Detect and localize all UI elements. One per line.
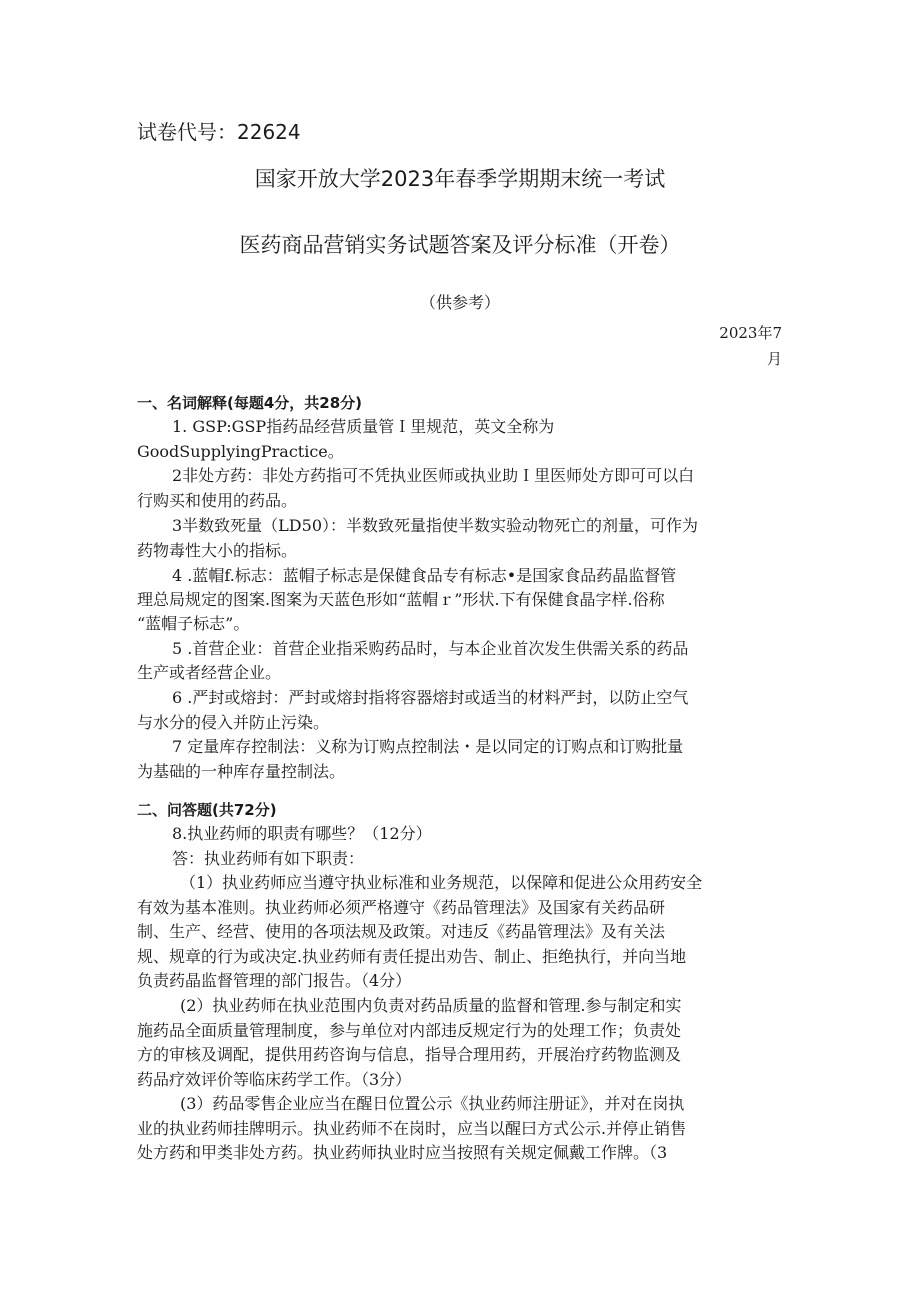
date-line-1: 2023年7: [719, 324, 782, 342]
paper-code: 试卷代号：22624: [137, 120, 301, 144]
s1-line: 为基础的一种库存量控制法。: [137, 762, 346, 781]
s1-line: 生产或者经营企业。: [137, 663, 282, 682]
s1-line: GoodSupplyingPractice。: [137, 442, 344, 461]
s2-line: 处方药和甲类非处方药。执业药师执业时应当按照有关规定佩戴工作牌。（3: [137, 1143, 668, 1162]
section-1-heading: 一、名词解释(每题4分，共28分): [137, 394, 363, 412]
answer-title: 医药商品营销实务试题答案及评分标准（开卷）: [239, 233, 681, 257]
s1-line: 2非处方药：非处方药指可不凭执业医师或执业助Ｉ里医师处方即可可以白: [172, 466, 695, 485]
s1-line: 行购买和使用的药品。: [137, 491, 298, 510]
s1-line: 6 .严封或熔封：严封或熔封指将容器熔封或适当的材料严封，以防止空气: [172, 688, 689, 707]
s1-line: 药物毒性大小的指标。: [137, 541, 298, 560]
s2-line: （1）执业药师应当遵守执业标准和业务规范，以保障和促进公众用药安全: [180, 873, 703, 892]
exam-title: 国家开放大学2023年春季学期期末统一考试: [254, 167, 666, 191]
s2-line: 药品疗效评价等临床药学工作。（3分）: [137, 1070, 412, 1089]
s2-line: 业的执业药师挂牌明示。执业药师不在岗时，应当以醒曰方式公示.并停止销售: [137, 1119, 687, 1138]
s1-line: 3半数致死量（LD50）：半数致死量指使半数实验动物死亡的剂量，可作为: [172, 516, 698, 535]
s2-line: 规、规章的行为或决定.执业药师有责任提出劝告、制止、拒绝执行，并向当地: [137, 947, 687, 966]
date: [692, 320, 782, 372]
s2-line: (2）执业药师在执业范围内负责对药品质量的监督和管理.参与制定和实: [180, 996, 682, 1015]
s1-line: 1. GSP:GSP指药品经营质量管Ｉ里规范，英文全称为: [172, 417, 555, 436]
s2-line: 负责药晶监督管理的部门报告。（4分）: [137, 971, 412, 990]
s2-line: 答：执业药师有如下职责：: [172, 849, 365, 868]
s1-line: 与水分的侵入并防止污染。: [137, 713, 330, 732]
s2-line: 有效为基本准则。执业药师必须严格遵守《药品管理法》及国家有关药品研: [137, 898, 666, 917]
s2-line: 制、生产、经营、使用的各项法规及政策。对违反《药晶管理法》及有关法: [137, 922, 666, 941]
s1-line: “蓝帽子标志”。: [137, 614, 250, 633]
s1-line: 7 定量库存控制法：义称为订购点控制法・是以同定的订购点和订购批量: [172, 737, 684, 756]
s1-line: 理总局规定的图案.图案为天蓝色形如“蓝帽ｒ”形状.下有保健食晶字样.俗称: [137, 590, 665, 609]
s2-line: 8.执业药师的职责有哪些？（12分）: [172, 824, 432, 843]
s2-line: 施药品全面质量管理制度，参与单位对内部违反规定行为的处理工作；负责处: [137, 1021, 682, 1040]
s2-line: 方的审核及调配，提供用药咨询与信息，指导合理用药，开展治疗药物监测及: [137, 1045, 682, 1064]
reference-note: （供参考）: [419, 293, 500, 312]
section-2-heading: 二、问答题(共72分): [137, 801, 277, 819]
date-line-2: 月: [766, 350, 782, 368]
s1-line: 5 .首营企业：首营企业指采购药品时，与本企业首次发生供需关系的药品: [172, 639, 689, 658]
s2-line: (3）药品零售企业应当在醒日位置公示《执业药师注册证》，并对在岗执: [180, 1094, 685, 1113]
s1-line: 4 .蓝帽f.标志：蓝帽子标志是保健食品专有标志•是国家食品药晶监督管: [172, 566, 677, 585]
